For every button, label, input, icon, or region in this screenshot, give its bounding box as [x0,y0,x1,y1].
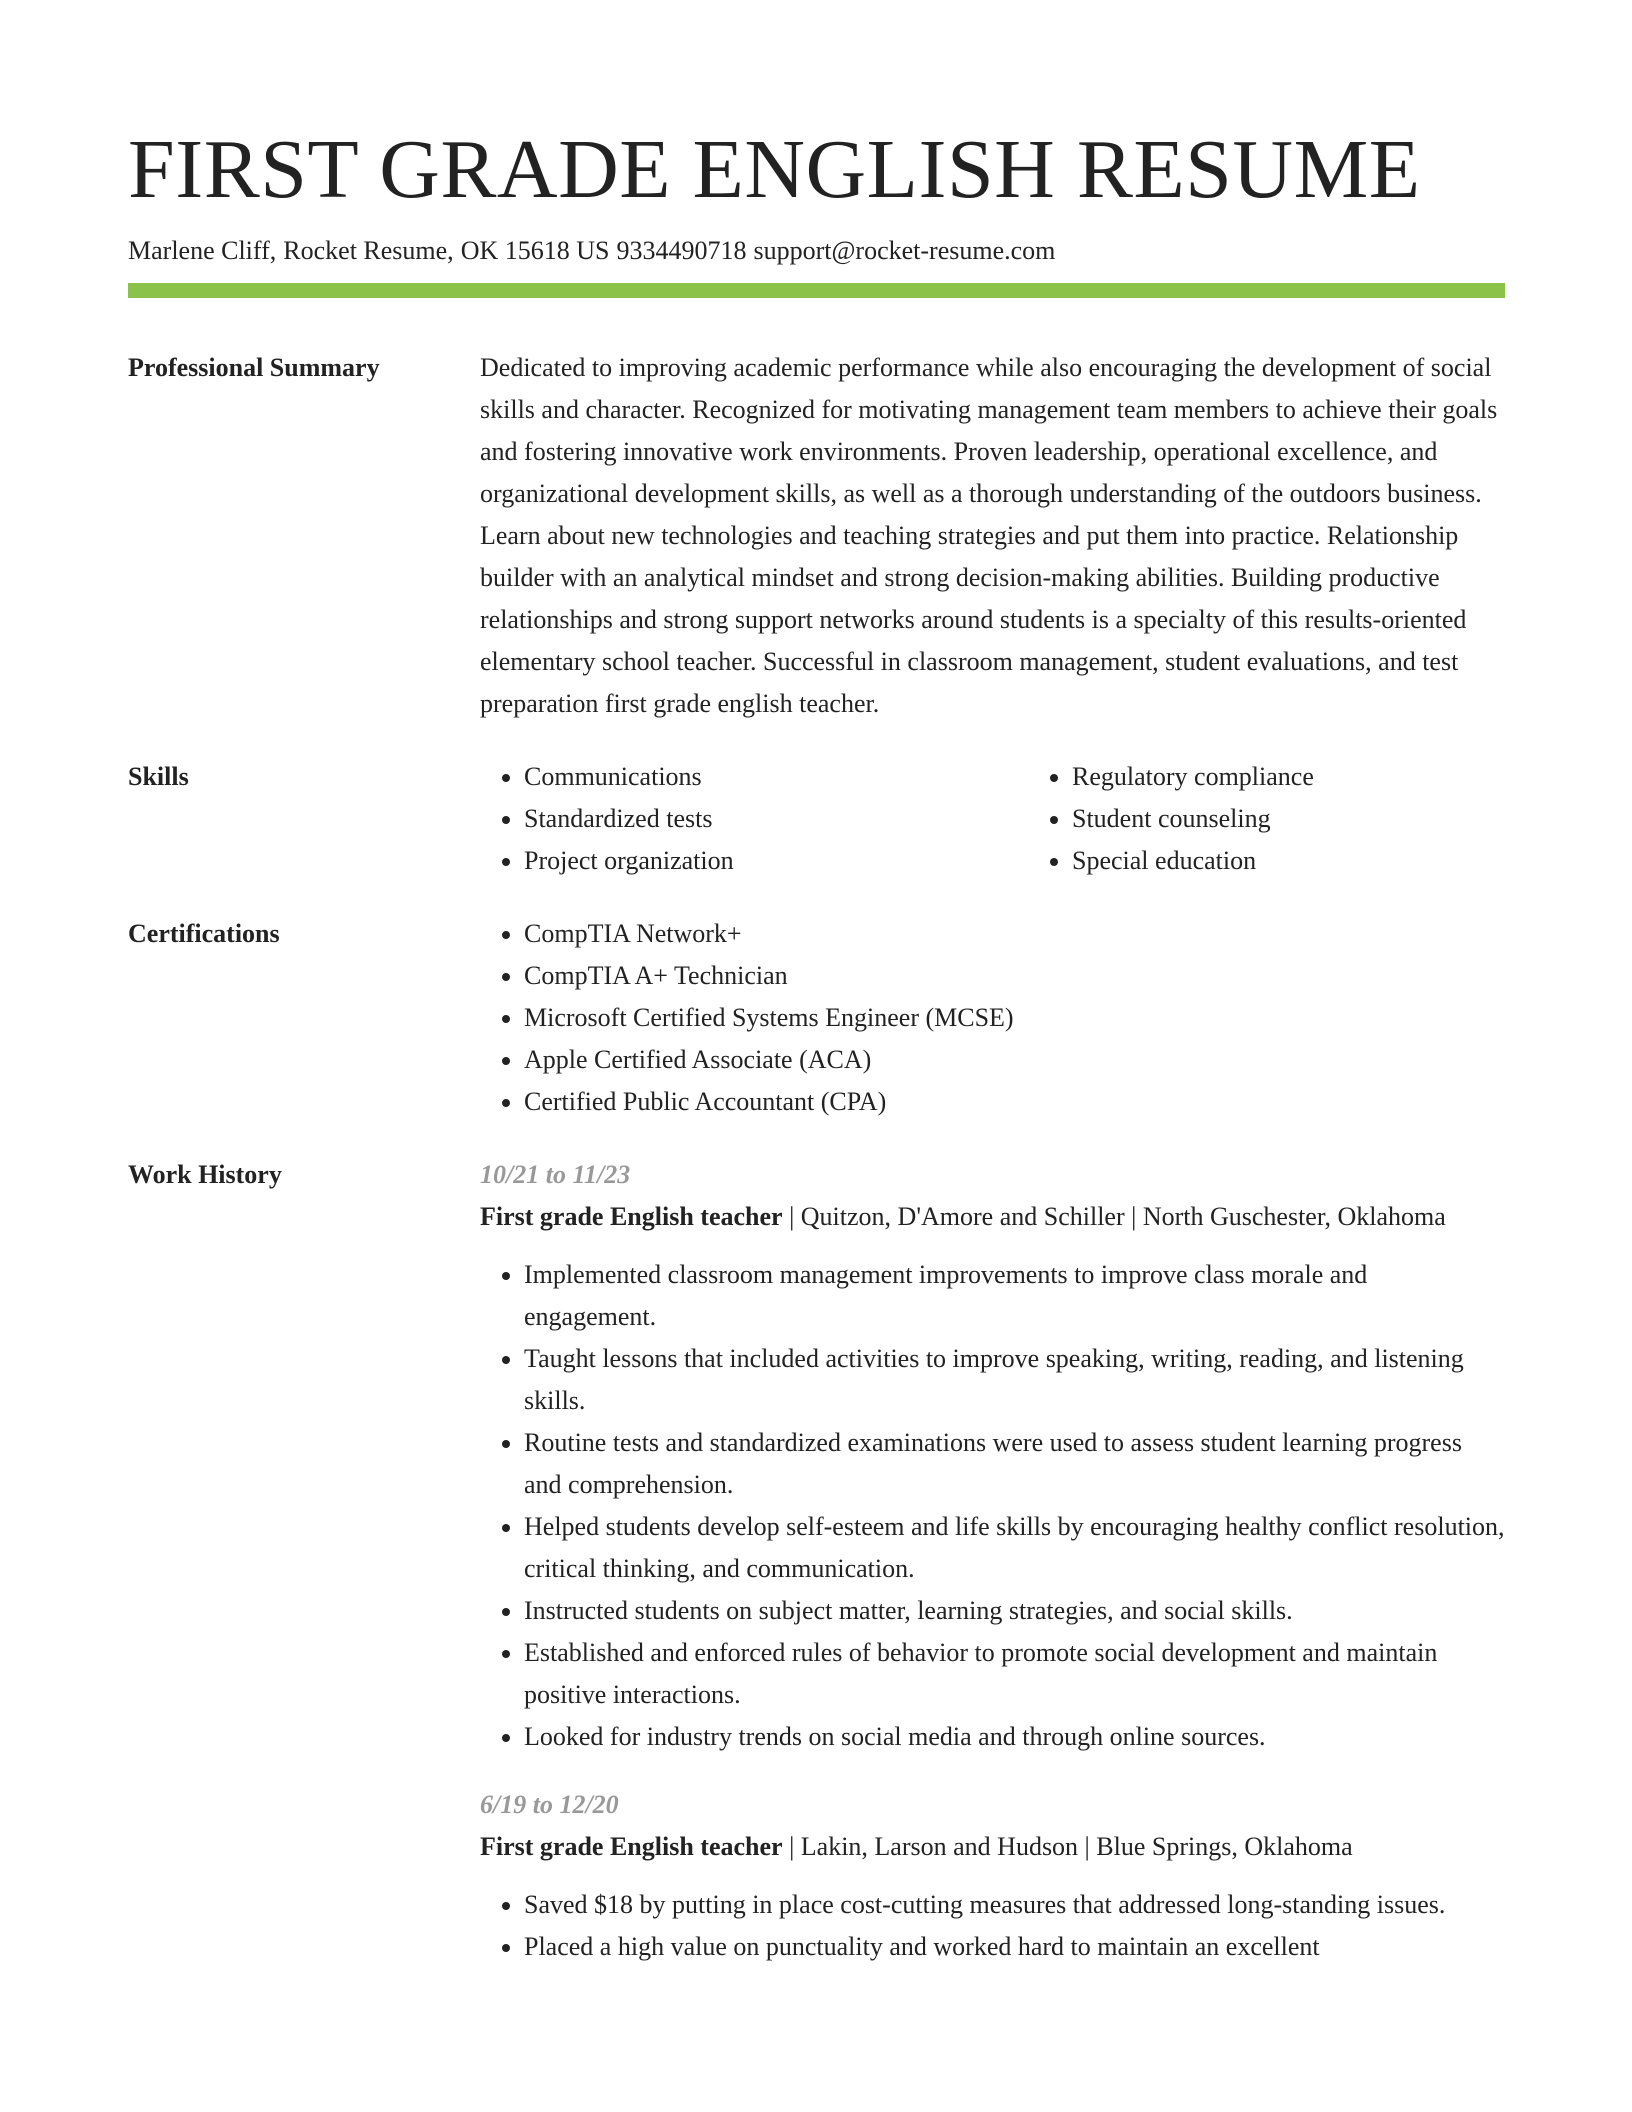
certifications-section [128,913,1505,1123]
certifications-list [480,913,1505,1123]
job-bullet: • Helped students develop self-esteem and life skills by encouraging healthy conflict resolution, critical thinking, and communication. [524,1506,1505,1590]
job-bullet: • Implemented classroom management improvements to improve class morale and engagement. [524,1254,1505,1338]
job-bullet: • Placed a high value on punctuality and worked hard to maintain an excellent [524,1926,1505,1968]
certification-item: • CompTIA Network+ [524,913,1505,955]
skill-item: • Project organization [524,840,1028,882]
contact-company: Rocket Resume, [283,236,454,265]
job-dates: 6/19 to 12/20 [480,1790,619,1819]
job-entry [480,1784,1505,1968]
skill-item: • Regulatory compliance [1072,756,1576,798]
skills-list-left [480,756,1028,882]
certification-item: • Certified Public Accountant (CPA) [524,1081,1505,1123]
resume-title: FIRST GRADE ENGLISH RESUME [128,123,1421,216]
job-entry [480,1154,1505,1758]
contact-name: Marlene Cliff, [128,236,277,265]
job-title: First grade English teacher [480,1202,783,1231]
job-bullet: • Established and enforced rules of behavior to promote social development and maintain positive interactions. [524,1632,1505,1716]
resume-page [128,118,1505,1968]
professional-summary-section [128,347,1505,725]
section-heading-work-history: Work History [128,1160,282,1189]
contact-location: OK 15618 US [460,236,610,265]
job-header [480,1826,1505,1868]
job-bullet: • Routine tests and standardized examinations were used to assess student learning progress and comprehension. [524,1422,1505,1506]
job-employer-location: | Quitzon, D'Amore and Schiller | North Guschester, Oklahoma [782,1202,1446,1231]
summary-text: Dedicated to improving academic performance while also encouraging the development of social skills and character. Recognized for motivating management team members to achieve their goals and fostering innovative work environments. Proven leadership, operational excellence, and organizational development skills, as well as a thorough understanding of the outdoors business. Learn about new technologies and teaching strategies and put them into practice. Relationship builder with an analytical mindset and strong decision-making abilities. Building productive relationships and strong support networks around students is a specialty of this results-oriented elementary school teacher. Successful in classroom management, student evaluations, and test preparation first grade english teacher. [480,353,1498,718]
job-employer-location: | Lakin, Larson and Hudson | Blue Springs, Oklahoma [782,1832,1353,1861]
certification-item: • Microsoft Certified Systems Engineer (MCSE) [524,997,1505,1039]
work-history-section [128,1154,1505,1968]
section-heading-summary: Professional Summary [128,353,380,382]
skills-columns [480,756,1576,882]
job-bullet: • Looked for industry trends on social media and through online sources. [524,1716,1505,1758]
job-bullets [480,1884,1505,1968]
skills-list-right [1028,756,1576,882]
job-bullet: • Instructed students on subject matter, learning strategies, and social skills. [524,1590,1505,1632]
skill-item: • Communications [524,756,1028,798]
certification-item: • Apple Certified Associate (ACA) [524,1039,1505,1081]
section-heading-certifications: Certifications [128,919,280,948]
job-title: First grade English teacher [480,1832,783,1861]
contact-line [128,234,1505,268]
job-bullets [480,1254,1505,1758]
job-bullet: • Taught lessons that included activities to improve speaking, writing, reading, and listening skills. [524,1338,1505,1422]
header-divider [128,283,1505,298]
contact-phone: 9334490718 [616,236,747,265]
job-header [480,1196,1505,1238]
job-bullet: • Saved $18 by putting in place cost-cutting measures that addressed long-standing issues. [524,1884,1505,1926]
certification-item: • CompTIA A+ Technician [524,955,1505,997]
skills-section [128,756,1505,882]
skill-item: • Student counseling [1072,798,1576,840]
contact-email[interactable]: support@rocket-resume.com [753,236,1056,265]
section-heading-skills: Skills [128,762,189,791]
skill-item: • Standardized tests [524,798,1028,840]
skill-item: • Special education [1072,840,1576,882]
job-dates: 10/21 to 11/23 [480,1160,631,1189]
